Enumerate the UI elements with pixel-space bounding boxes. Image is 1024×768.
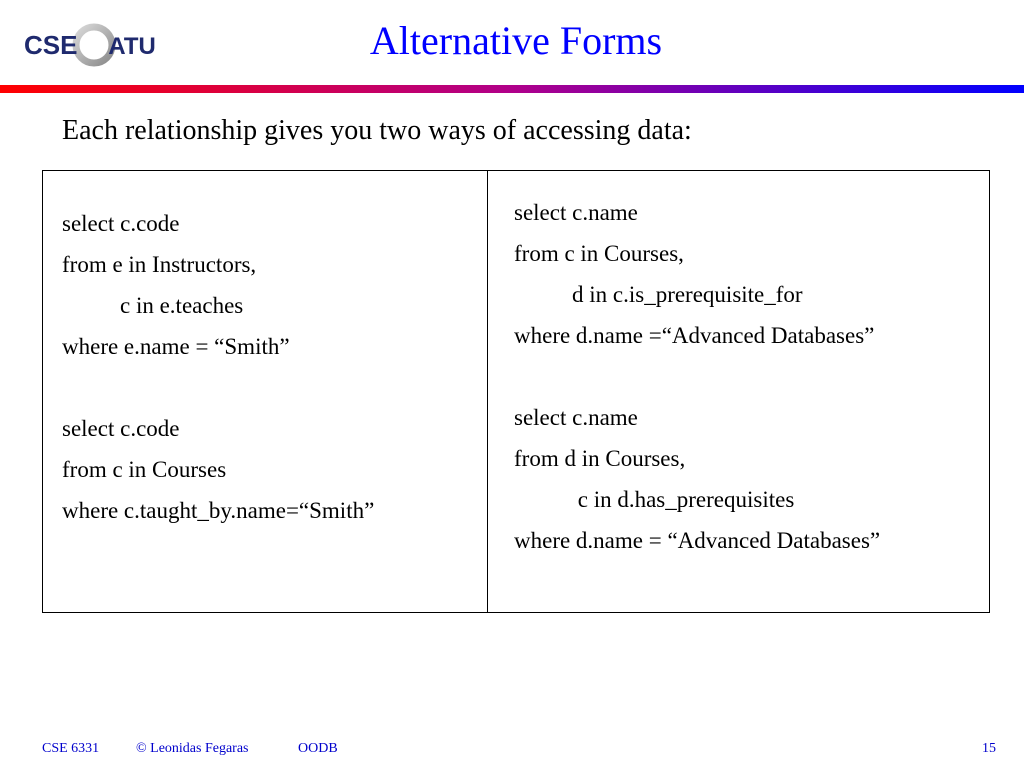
query-line: select c.name	[514, 405, 638, 430]
right-query-cell	[514, 192, 880, 561]
query-line: c in d.has_prerequisites	[572, 487, 795, 512]
footer-author: © Leonidas Fegaras	[136, 741, 249, 756]
left-query-cell	[62, 203, 374, 531]
footer-topic: OODB	[298, 741, 338, 756]
query-line: from c in Courses,	[514, 241, 684, 266]
query-line: where d.name =“Advanced Databases”	[514, 323, 875, 348]
query-line: where d.name = “Advanced Databases”	[514, 528, 881, 553]
query-line: from e in Instructors,	[62, 252, 257, 277]
column-divider	[487, 171, 488, 612]
footer-course: CSE 6331	[42, 741, 100, 756]
title-underline-bar	[0, 85, 1024, 93]
query-line: from c in Courses	[62, 457, 227, 482]
query-line: where e.name = “Smith”	[62, 334, 290, 359]
slide-subtitle: Each relationship gives you two ways of accessing data:	[62, 115, 692, 146]
logo-text-cse: CSE	[24, 30, 78, 60]
query-line: c in e.teaches	[120, 293, 244, 318]
slide-title: Alternative Forms	[369, 18, 663, 63]
query-line: select c.name	[514, 200, 638, 225]
query-line: d in c.is_prerequisite_for	[572, 282, 803, 307]
query-line: where c.taught_by.name=“Smith”	[62, 498, 375, 523]
query-blank-line	[62, 367, 374, 408]
query-line: select c.code	[62, 416, 180, 441]
query-blank-line	[514, 356, 880, 397]
page-number: 15	[982, 741, 996, 756]
query-line: from d in Courses,	[514, 446, 686, 471]
query-line: select c.code	[62, 211, 180, 236]
query-comparison-table	[42, 170, 990, 613]
logo-text-uta: UTA	[108, 33, 156, 60]
